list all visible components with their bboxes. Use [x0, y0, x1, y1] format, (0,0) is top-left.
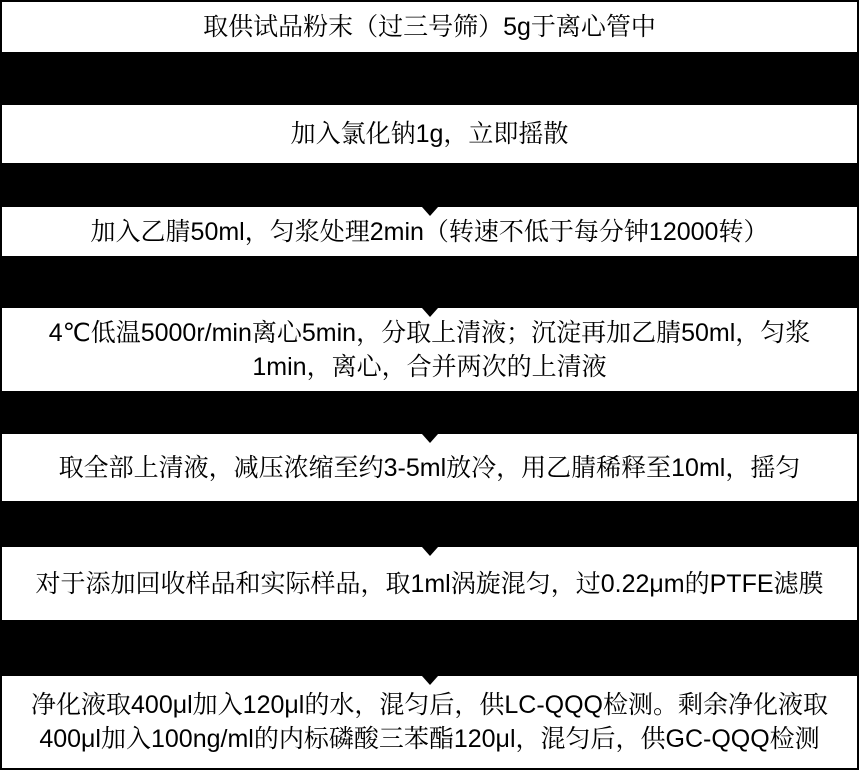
flow-connector-5 [2, 501, 857, 547]
down-arrowhead-icon [422, 308, 438, 317]
flow-connector-2 [2, 163, 857, 207]
flow-step-1-label: 取供试品粉末（过三号筛）5g于离心管中 [203, 13, 656, 41]
flow-step-2 [2, 105, 857, 163]
flow-step-6-label: 对于添加回收样品和实际样品，取1ml涡旋混匀，过0.22μm的PTFE滤膜 [35, 569, 824, 598]
flow-step-7 [2, 676, 857, 768]
flow-connector-4 [2, 391, 857, 434]
flow-step-2-label: 加入氯化钠1g，立即摇散 [290, 120, 569, 148]
flow-connector-1 [2, 52, 857, 105]
flow-step-6 [2, 547, 857, 620]
flow-step-5-label: 取全部上清液，减压浓缩至约3-5ml放冷，用乙腈稀释至10ml，摇匀 [58, 453, 801, 482]
flow-step-3 [2, 207, 857, 256]
down-arrowhead-icon [422, 207, 438, 216]
flow-connector-3 [2, 256, 857, 308]
flow-connector-6 [2, 620, 857, 676]
flow-step-3-label: 加入乙腈50ml，匀浆处理2min（转速不低于每分钟12000转） [90, 217, 769, 246]
flow-step-1 [2, 2, 857, 52]
down-arrowhead-icon [422, 434, 438, 443]
flow-step-7-label: 净化液取400μl加入120μl的水，混匀后，供LC-QQQ检测。剩余净化液取400μl加入100ng/ml的内标磷酸三苯酯120μl，混匀后，供GC-QQQ检测 [31, 691, 828, 753]
down-arrowhead-icon [422, 676, 438, 685]
flow-step-4-label: 4℃低温5000r/min离心5min，分取上清液；沉淀再加乙腈50ml，匀浆1min，离心，合并两次的上清液 [48, 318, 811, 381]
flow-step-5 [2, 434, 857, 501]
flow-step-4 [2, 308, 857, 391]
down-arrowhead-icon [422, 547, 438, 556]
